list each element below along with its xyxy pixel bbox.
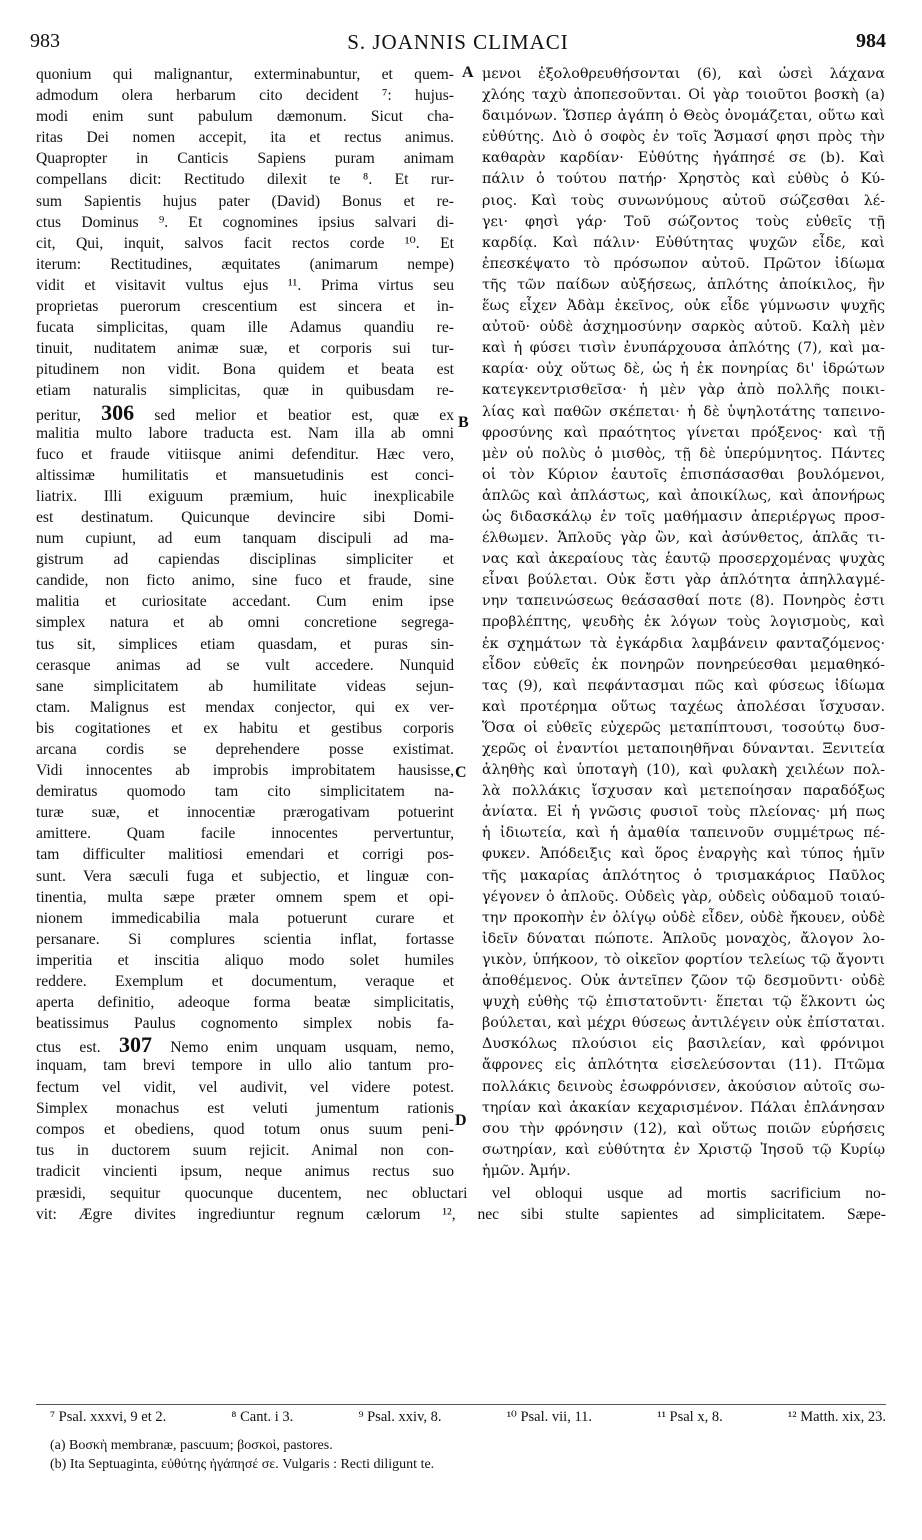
greek-text-line: γει· φησὶ γάρ· Τοῦ σώζοντος τοὺς εὐθεῖς τῇ — [482, 213, 885, 230]
latin-text-line: peritur, 306 sed melior et beatior est, quæ ex — [36, 401, 454, 423]
full-width-text-line: vit: Ægre divites ingrediuntur regnum cælorum ¹², nec sibi stulte sapientes ad simplicitatem. Sæpe- — [36, 1206, 886, 1224]
footnote-rule — [36, 1404, 886, 1405]
scripture-reference: ¹² Matth. xix, 23. — [787, 1409, 886, 1425]
latin-text-line: Simplex monachus est veluti jumentum rationis — [36, 1099, 454, 1117]
latin-text-line: malitia et curiositate accedant. Cum enim ipse — [36, 593, 454, 611]
scripture-reference: ¹¹ Psal x, 8. — [657, 1409, 723, 1425]
page-number-right: 984 — [856, 30, 886, 52]
latin-text-line: simplex natura et ab omni concretione segrega- — [36, 614, 454, 632]
latin-text-line: pitudinem non vidit. Bona quidem et beata est — [36, 361, 454, 379]
latin-text-line: admodum olera herbarum cito decident ⁷: hujus- — [36, 87, 454, 105]
latin-text-line: est destinatum. Quicunque devincire sibi Domi- — [36, 508, 454, 526]
greek-text-line: ψυχὴ εὐθὴς τῷ ἐπιστατοῦντι· ἕπεται τῷ ἕλκοντι ὡς — [482, 994, 885, 1011]
latin-text-line: imperitia et inscitia aliquo modo solet humiles — [36, 951, 454, 969]
greek-text-line: πάλιν ὁ τούτου πατήρ· Χρηστὸς καὶ εὐθὺς ὁ Κύ- — [482, 171, 885, 188]
latin-text-line: turæ suæ, et innocentiæ prærogativam potuerint — [36, 804, 454, 822]
scripture-reference: ⁹ Psal. xxiv, 8. — [358, 1409, 442, 1425]
greek-text-line: σωτηρίαν, καὶ εὐθύτητα ἐν Χριστῷ Ἰησοῦ τῷ Κυρίῳ — [482, 1141, 885, 1158]
greek-text-line: λίας καὶ παθῶν σκέπεται· ἡ δὲ ὑψηλοτάτης ταπεινο- — [482, 403, 885, 420]
full-width-text — [36, 1183, 886, 1225]
greek-text-line: ἀνίατα. Εἰ ἡ γνῶσις φυσιοῖ τοὺς πλείονας· μή πως — [482, 804, 885, 821]
greek-text-line: ἕως εἶχεν Ἀδὰμ ἐκεῖνος, οὐκ εἶδε γύμνωσιν ψυχῆς — [482, 298, 885, 315]
greek-text-line: χερῶς οἱ ἐναντίοι μεταποιηθῆναι δύνανται. Ξενιτεία — [482, 741, 885, 757]
latin-text-line: cerasque animas ad se vult accedere. Nunquid — [36, 656, 454, 674]
latin-text-line: quonium qui malignantur, exterminabuntur, et quem- — [36, 66, 454, 83]
latin-text-line: candide, non ficto animo, sine fuco et fraude, sine — [36, 572, 454, 590]
greek-text-line: χλόης ταχὺ ἀποπεσοῦνται. Οἱ γὰρ τοιοῦτοι βοσκὴ (a) — [482, 87, 885, 104]
latin-text-line: tus in ductorem suum rejicit. Animal non con- — [36, 1141, 454, 1159]
greek-text-line: καρδίᾳ. Καὶ πάλιν· Εὐθύτητας ψυχῶν εἶδε, καὶ — [482, 234, 885, 251]
latin-text-line: cit, Qui, inquit, salvos facit rectos corde ¹⁰. Et — [36, 234, 454, 252]
greek-text-line: ἡμῶν. Ἀμήν. — [482, 1162, 571, 1179]
latin-text-line: Quapropter in Canticis Sapiens puram animam — [36, 150, 454, 168]
greek-text-line: βούλεται, καὶ μέχρι θύσεως ἀντιλέγειν οὐκ ἐπίσταται. — [482, 1015, 885, 1032]
greek-text-line: καὶ προτέρημα οὕτως ταχέως ἀπολέσαι ἴσχυσαν. — [482, 698, 885, 715]
greek-text-line: μὲν οὐ πολὺς ὁ μισθὸς, τῇ δὲ ὑπερύμνητος. Πάντες — [482, 445, 885, 462]
greek-text-line: Ὅσα οἱ εὐθεῖς εὐχερῶς μεταπίπτουσι, τοσούτῳ δυσ- — [482, 719, 885, 736]
latin-text-line: fuco et fraude vitiisque animi defenditur. Hæc vero, — [36, 445, 454, 463]
greek-text-line: έλθωμεν. Ἁπλοῦς γὰρ ὢν, καὶ ἀσύνθετος, ἁπλᾶς τι- — [482, 530, 885, 547]
greek-text-line: ἀποθέμενος. Οὐκ ἀντεῖπεν ζῶον τῷ δεσμοῦντι· οὐδὲ — [482, 973, 885, 990]
latin-text-line: arcana cordis se deprehendere posse existimat. — [36, 741, 454, 758]
greek-text-line: προβλέπτης, ψευδὴς ἐκ λόγων τοὺς λογισμοὺς, καὶ — [482, 614, 885, 631]
greek-text-line: τας (9), καὶ πεφάντασμαι πῶς καὶ φύσεως ἰδίωμα — [482, 677, 885, 694]
latin-text-line: tus sit, simplices etiam quasdam, et puras sin- — [36, 635, 454, 653]
greek-text-line: εἶναι βούλεται. Οὐκ ἔστι γὰρ ἁπλότητα ἀπηλλαγμέ- — [482, 572, 885, 589]
greek-text-line: λὰ πολλάκις ἴσχυσαν καὶ μετεποίησαν παραδόξως — [482, 783, 885, 800]
latin-text-line: sum Sapientis hujus pater (David) Bonus et re- — [36, 192, 454, 210]
greek-text-line: ἰδεῖν δύναται πώποτε. Ἁπλοῦς μοναχὸς, ἄλογον λο- — [482, 930, 885, 947]
greek-text-line: καρία· οὐχ οὕτως δὲ, ὡς ἡ ἐκ πονηρίας δι' ἱδρώτων — [482, 361, 885, 378]
latin-text-line: tradicit vincienti ipsum, neque animus rectus suo — [36, 1162, 454, 1180]
greek-text-line: ἡ ἰδιωτεία, καὶ ἡ ἀμαθία ταπεινοῦν συμμέτρως πέ- — [482, 825, 885, 842]
scripture-reference: ⁷ Psal. xxxvi, 9 et 2. — [50, 1409, 167, 1425]
latin-text-line: malitia multo labore traducta est. Nam illa ab omni — [36, 424, 454, 442]
latin-text-line: sunt. Vera sæculi fuga et subjectio, et linguæ con- — [36, 867, 454, 885]
latin-text-line: compellans dicit: Rectitudo dilexit te ⁸. Et rur- — [36, 171, 454, 189]
latin-text-line: ctam. Malignus est mendax conjector, qui ex ver- — [36, 698, 454, 716]
page-number-left: 983 — [30, 30, 60, 52]
greek-text-line: εὐθύτης. Διὸ ὁ σοφὸς ἐν τοῖς Ἄσμασί φησι πρὸς τὴν — [482, 129, 885, 146]
latin-text-line: sane simplicitatem ab humilitate videas sejun- — [36, 677, 454, 695]
column-marker-number: 306 — [101, 401, 135, 423]
greek-text-line: εἶδον εὐθεῖς ἐκ πονηρῶν πονηρεύεσθαι μεμαθηκό- — [482, 656, 885, 673]
full-width-text-line: præsidi, sequitur quocunque ducentem, nec obluctari vel obloqui usque ad mortis sacrificium no- — [36, 1185, 886, 1202]
latin-text-line: tinentia, multa sæpe præter omnem spem et opi- — [36, 888, 454, 906]
greek-text-line: ἄφρονες εἰς ἁπλότητα εἰσελεύσονται (11). Πτῶμα — [482, 1057, 885, 1074]
latin-text-line: num cupiunt, ad eum tanquam discipuli ad ma- — [36, 530, 454, 548]
scripture-reference: ¹⁰ Psal. vii, 11. — [506, 1409, 593, 1425]
greek-text-line: μενοι ἐξολοθρευθήσονται (6), καὶ ὡσεὶ λάχανα — [482, 66, 885, 82]
latin-text-line: gistrum ad capiendas disciplinas simpliciter et — [36, 551, 454, 569]
running-title: S. JOANNIS CLIMACI — [347, 30, 569, 54]
latin-column — [36, 64, 454, 1182]
latin-text-line: tam difficulter malitiosi emendari et corrigi pos- — [36, 846, 454, 864]
latin-text-line: iterum: Rectitudines, æquitates (animarum nempe) — [36, 255, 454, 273]
greek-text-line: καὶ ἡ φύσει τισὶν ἐνυπάρχουσα ἁπλότης (7), καὶ μα- — [482, 340, 885, 357]
greek-text-line: πολλάκις δεινοὺς ἐσωφρόνισεν, ἀκούσιον αὐτοῖς σω- — [482, 1078, 885, 1095]
greek-text-line: φυκεν. Ἀπόδειξις καὶ ὅρος ἐναργὴς καὶ τύπος ἡμῖν — [482, 846, 885, 863]
greek-text-line: δαιμόνων. Ὥσπερ ἀγάπη ὁ Θεὸς ὀνομάζεται, οὕτω καὶ — [482, 108, 885, 125]
greek-text-line: την προκοπὴν ἐν ὀλίγῳ οὐδὲ εἶδεν, οὐδὲ ἤκουεν, οὐδὲ — [482, 909, 885, 926]
greek-text-line: φροσύνης καὶ πραότητος γίνεται πρόξενος· καὶ τῇ — [482, 424, 885, 441]
greek-text-line: ἁπλῶς καὶ ἀπλάστως, καὶ ἀποικίλως, καὶ ἀπονήρως — [482, 487, 885, 504]
footnote: (b) Ita Septuaginta, εὐθύτης ἠγάπησέ σε. Vulgaris : Recti diligunt te. — [50, 1457, 435, 1472]
greek-text-line: τῆς μακαρίας ἁπλότητος ὁ τρισμακάριος Παῦλος — [482, 867, 885, 884]
latin-text-line: liatrix. Illi exiguum præmium, huic inexplicabile — [36, 487, 454, 505]
latin-text-line: reddere. Exemplum et documentum, veraque et — [36, 973, 454, 991]
greek-text-line: σου τὴν φρόνησιν (12), καὶ οὕτως ποιῶν εὑρήσεις — [482, 1120, 885, 1137]
latin-text-line: amittere. Quam facile innocentes pervertuntur, — [36, 825, 454, 843]
footnote: (a) Βοσκὴ membranæ, pascuum; βοσκοὶ, pastores. — [50, 1438, 333, 1453]
greek-text-line: καθαρὰν καρδίαν· Εὐθύτης ἠγάπησέ σε (b). Καὶ — [482, 150, 885, 167]
margin-letter-c: C — [455, 764, 467, 781]
margin-letter-d: D — [455, 1112, 467, 1129]
greek-text-line: ὡς διδασκάλῳ ἐν τοῖς μαθήμασιν ἀπεριέργως προσ- — [482, 508, 885, 525]
footnotes — [50, 1436, 434, 1474]
greek-text-line: αὐτοῦ· οὐδὲ ἀσχημοσύνην σαρκὸς αὐτοῦ. Καλὴ μὲν — [482, 319, 885, 336]
latin-text-line: proprietas puerorum crescentium est sincera et in- — [36, 298, 454, 316]
latin-text-line: inquam, tam brevi tempore in ullo alio tantum pro- — [36, 1057, 454, 1075]
latin-text-line: fucata simplicitas, quam ille Adamus quandiu re- — [36, 319, 454, 337]
latin-text-line: fectum vel vidit, vel audivit, vel videre potest. — [36, 1078, 454, 1096]
greek-text-line: Δυσκόλως πλούσιοι εἰς βασιλείαν, καὶ φρόνιμοι — [482, 1036, 885, 1053]
greek-text-line: γέγονεν ὁ ἁπλοῦς. Οὐδεὶς γὰρ, οὐδεὶς οὐδαμοῦ τοιαύ- — [482, 888, 885, 905]
greek-text-line: ἐκ σχημάτων τὰ ἐγκάρδια λαμβάνειν φανταζόμενος· — [482, 635, 885, 652]
greek-text-line: τῆς τῶν παίδων αὐξήσεως, ἁπλότης ἀποίκιλος, ἣν — [482, 276, 885, 293]
latin-text-line: bis cogitationes et ex habitu et gestibus corporis — [36, 719, 454, 737]
greek-text-line: νην ταπεινώσεως θεάσασθαί ποτε (8). Πονηρὸς ἐστι — [482, 593, 885, 610]
greek-text-line: κατεγκεντρισθεῖσα· ἡ μὲν γὰρ ἀπὸ πολλῆς ποικι- — [482, 382, 885, 399]
latin-text-line: persanare. Si complures scientia inflat, fortasse — [36, 930, 454, 948]
margin-letter-b: B — [458, 414, 469, 431]
latin-text-line: modi enim sunt pabulum dæmonum. Sicut cha- — [36, 108, 454, 126]
greek-text-line: ἀληθὴς καὶ ὑποταγὴ (10), καὶ φυλακὴ χειλέων πολ- — [482, 762, 885, 779]
latin-text-line: ritas Dei nomen accepit, ita et rectus animus. — [36, 129, 454, 147]
latin-text-line: vidit et visitavit vultus ejus ¹¹. Prima virtus seu — [36, 276, 454, 294]
latin-text-line: ctus Dominus ⁹. Et cognomines ipsius salvari di- — [36, 213, 454, 231]
latin-text-line: Vidi innocentes ab improbis improbitatem hausisse, — [36, 762, 454, 780]
latin-text-line: etiam naturalis simplicitas, quæ in quibusdam re- — [36, 382, 454, 400]
scripture-reference: ⁸ Cant. i 3. — [231, 1409, 294, 1425]
greek-text-line: νας καὶ ἀκεραίους τὰς ἑαυτῷ προσερχομένας ψυχὰς — [482, 551, 885, 568]
latin-text-line: altissimæ humilitatis et mansuetudinis est conci- — [36, 466, 454, 484]
latin-text-line: beatissimus Paulus cognomento simplex nobis fa- — [36, 1015, 454, 1033]
column-marker-number: 307 — [118, 1034, 152, 1056]
greek-text-line: γικὸν, ὑπήκοον, τὸ οἰκεῖον φορτίον τελείως τῷ ἄγοντι — [482, 951, 885, 968]
page-header — [30, 30, 886, 60]
latin-text-line: nionem immedicabilia mala potuerunt curare et — [36, 909, 454, 927]
scripture-references — [50, 1409, 886, 1426]
latin-text-line: aperta definitio, adeoque forma beatæ simplicitatis, — [36, 994, 454, 1012]
margin-letter-a: A — [462, 64, 474, 81]
latin-text-line: ctus est. 307 Nemo enim unquam usquam, nemo, — [36, 1034, 454, 1056]
greek-text-line: τηρίαν καὶ ἀκακίαν κεχαρισμένον. Πάλαι ἐπλάνησαν — [482, 1099, 885, 1116]
greek-text-line: οἱ τὸν Κύριον ἑαυτοῖς ἐπισπάσασθαι βουλόμενοι, — [482, 466, 885, 483]
greek-column — [482, 64, 885, 1182]
latin-text-line: compos et obediens, quod totum onus suum peni- — [36, 1120, 454, 1138]
greek-text-line: ριος. Καὶ τοὺς συνωνύμους αὐτοῦ σώζεσθαι λέ- — [482, 192, 885, 209]
latin-text-line: demiratus quomodo tam cito simplicitatem na- — [36, 783, 454, 801]
latin-text-line: tinuit, nuditatem animæ suæ, et corporis sui tur- — [36, 340, 454, 358]
greek-text-line: ἐπεσκέψατο τὸ πρόσωπον αὐτοῦ. Πρῶτον ἰδίωμα — [482, 255, 885, 272]
